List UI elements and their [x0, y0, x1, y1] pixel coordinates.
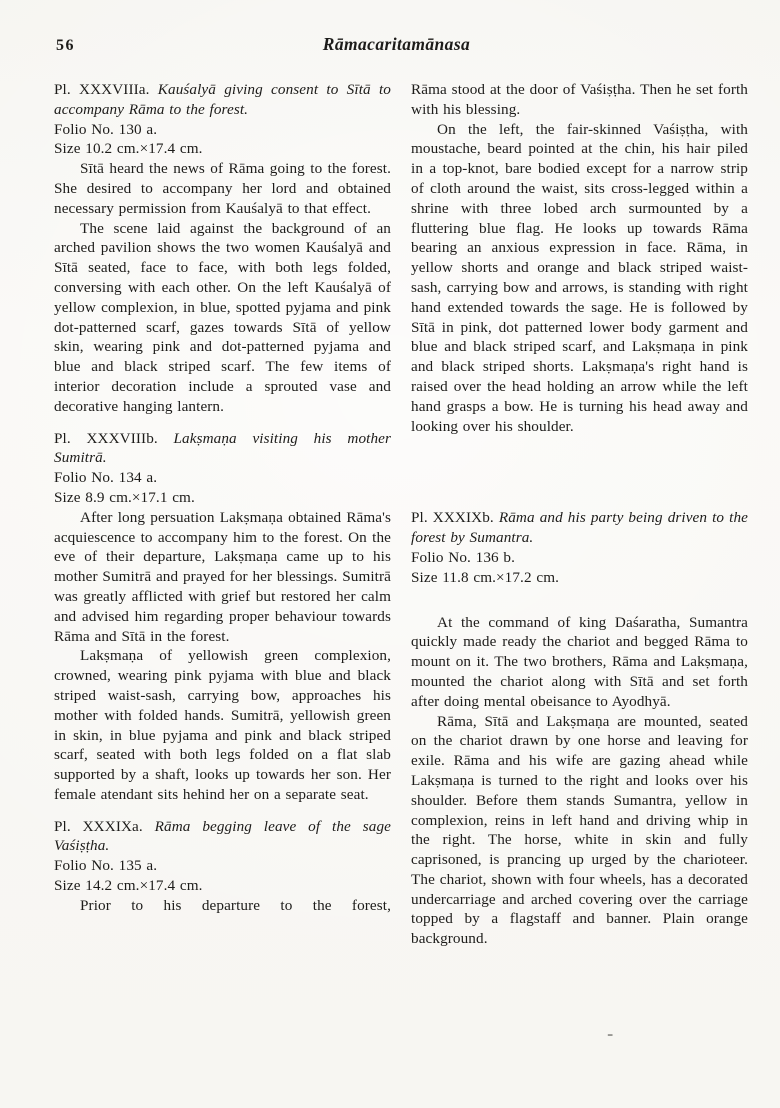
left-column — [54, 80, 391, 949]
paragraph: At the command of king Daśaratha, Sumantra quickly made ready the chariot and begged Rāma to mount on it. The two brothers, Rāma and Lakṣmaṇa, mounted the chariot along with Sītā and set forth after doing mental obeisance to Ayodhyā. — [411, 613, 748, 710]
plate-label: Pl. XXXVIIIb. — [54, 429, 158, 447]
folio-line: Folio No. 130 a. — [54, 120, 158, 138]
plate-title: Rāma begging leave of the sage Vaśiṣṭha. — [54, 817, 391, 855]
plate-entry-38b — [54, 429, 391, 508]
paragraph: Rāma, Sītā and Lakṣmaṇa are mounted, seated on the chariot drawn by one horse and leaving for exile. Rāma and his wife are gazing ahead while Lakṣmaṇa is turned to the right and looks over his shoulder. Before them stands Sumantra, yellow in complexion, reins in left hand and driving whip in the right. The horse, white in skin and fully caprisoned, is prancing up urged by the charioteer. The chariot, shown with four wheels, has a decorated undercarriage and arched covering over the carriage topped by a flagstaff and banner. Plain orange background. — [411, 712, 748, 948]
paragraph-continued: Prior to his departure to the forest, — [80, 896, 391, 914]
folio-line: Folio No. 135 a. — [54, 857, 158, 875]
folio-line: Folio No. 136 b. — [411, 548, 515, 566]
plate-entry-heading — [54, 80, 391, 120]
scan-artifact-mark: - — [606, 1026, 613, 1041]
plate-label: Pl. XXXIXb. — [411, 509, 494, 527]
right-column — [411, 80, 748, 949]
running-title: Rāmacaritamānasa — [322, 34, 471, 54]
paragraph: Lakṣmaṇa of yellowish green complexion, crowned, wearing pink pyjama with blue and black striped waist-sash, carrying bow, approaches his mother with folded hands. Sumitrā, yellowish green in skin, in blue pyjama and pink and black striped scarf, seated with both legs folded on a flat slab supported by a shaft, looks up towards her son. Her female atendant sits hehind her on a separate seat. — [54, 647, 391, 803]
paragraph-continuation: Rāma stood at the door of Vaśiṣṭha. Then he set forth with his blessing. — [411, 81, 748, 118]
plate-entry-39a — [54, 817, 391, 896]
folio-line: Folio No. 134 a. — [54, 469, 158, 487]
plate-title: Rāma and his party being driven to the forest by Sumantra. — [411, 509, 748, 547]
plate-entry-39b — [411, 508, 748, 587]
plate-entry-38a — [54, 80, 391, 159]
plate-title: Kauśalyā giving consent to Sītā to accompany Rāma to the forest. — [54, 81, 391, 118]
plate-entry-heading — [54, 817, 391, 857]
plate-label: Pl. XXXVIIIa. — [54, 81, 150, 98]
size-line: Size 10.2 cm.×17.4 cm. — [54, 140, 203, 158]
paragraph: The scene laid against the background of an arched pavilion shows the two women Kauśalyā and Sītā seated, face to face, with both legs folded, conversing with each other. On the left Kauśalyā of yellow complexion, in blue, spotted pyjama and pink dot-patterned scarf, gazes towards Sītā of yellow skin, wearing pink and dot-patterned pyjama and blue and black striped scarf. The few items of interior decoration include a sprouted vase and decorative hanging lantern. — [54, 219, 391, 415]
size-line: Size 11.8 cm.×17.2 cm. — [411, 568, 559, 586]
plate-entry-heading — [54, 429, 391, 469]
text-columns — [54, 80, 749, 949]
plate-entry-heading — [411, 508, 748, 548]
page-number: 56 — [56, 37, 75, 54]
running-head — [54, 34, 749, 60]
paragraph: On the left, the fair-skinned Vaśiṣṭha, with moustache, beard pointed at the chin, his hair piled in a top-knot, bare bodied except for a narrow strip of cloth around the waist, sits cross-legged within a shrine with three lobed arch surmounted by a fluttering blue flag. He looks up towards Rāma bearing an anxious expression in face. Rāma, in yellow shorts and orange and black striped waist-sash, carrying bow and arrows, is standing with right hand extended towards the sage. He is followed by Sītā in pink, dot patterned lower body garment and blue and black striped scarf, and Lakṣmaṇa in pink and black striped shorts. Lakṣmaṇa's right hand is raised over the head holding an arrow while the left hand grasps a bow. He is turning his head away and looking over his shoulder. — [411, 120, 748, 435]
size-line: Size 14.2 cm.×17.4 cm. — [54, 877, 203, 895]
paragraph: Sītā heard the news of Rāma going to the forest. She desired to accompany her lord and obtained necessary permission from Kauśalyā to that effect. — [54, 160, 391, 217]
paragraph: After long persuation Lakṣmaṇa obtained Rāma's acquiescence to accompany him to the forest. On the eve of their departure, Lakṣmaṇa came up to his mother Sumitrā and prayed for her blessings. Sumitrā was greatly afflicted with grief but restored her calm and advised him regarding proper behaviour towards Rāma and Sītā in the forest. — [54, 508, 391, 645]
size-line: Size 8.9 cm.×17.1 cm. — [54, 488, 195, 506]
plate-label: Pl. XXXIXa. — [54, 817, 143, 835]
plate-title: Lakṣmaṇa visiting his mother Sumitrā. — [54, 429, 391, 467]
